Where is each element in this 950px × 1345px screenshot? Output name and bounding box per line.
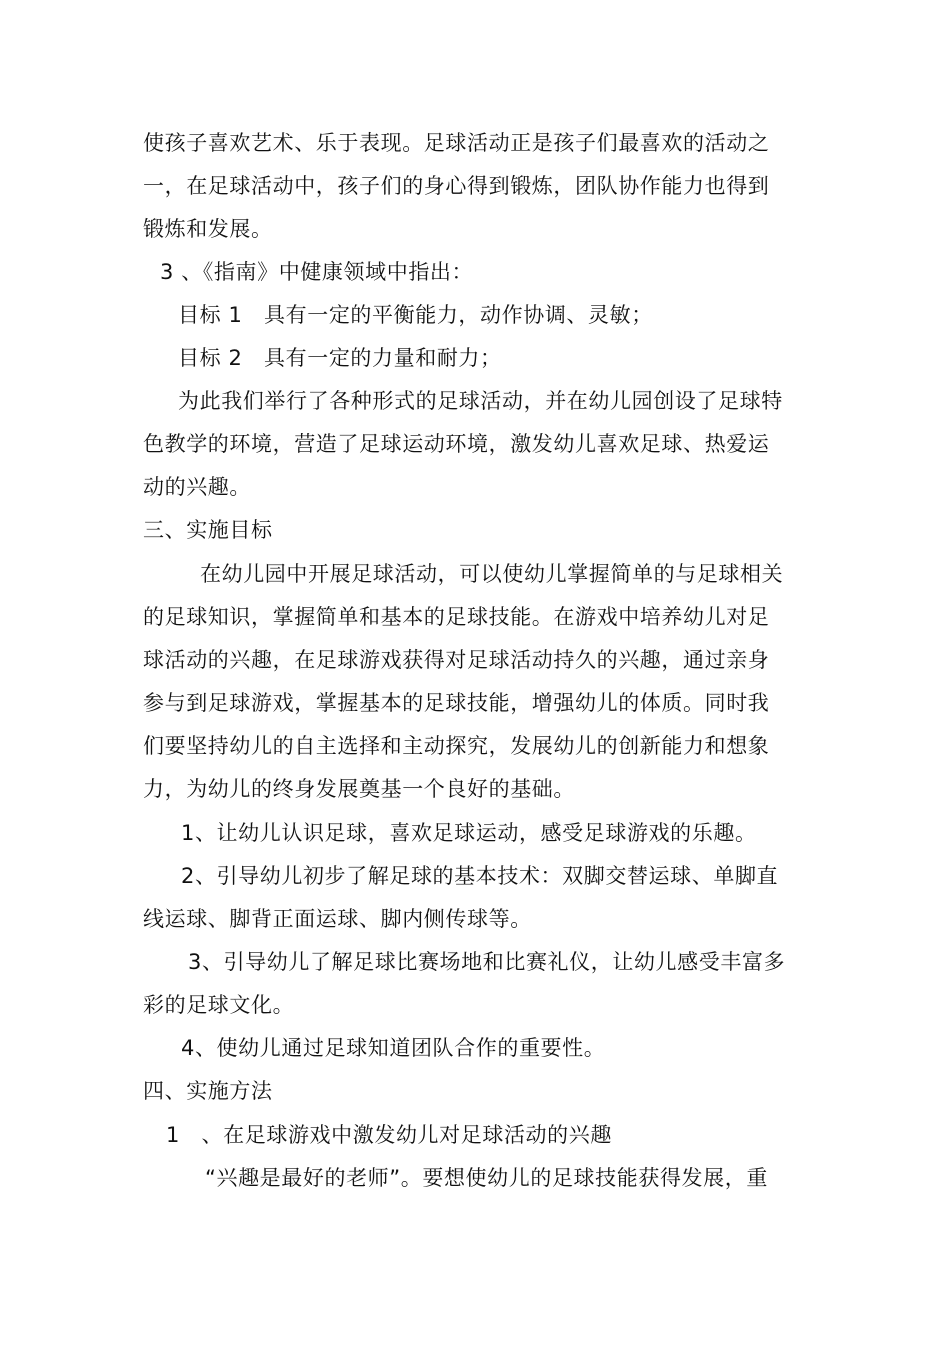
paragraph-line: 为此我们举行了各种形式的足球活动，并在幼儿园创设了足球特 [178,389,783,413]
paragraph-line: 球活动的兴趣，在足球游戏获得对足球活动持久的兴趣，通过亲身 [143,648,770,672]
paragraph-line: 的足球知识，掌握简单和基本的足球技能。在游戏中培养幼儿对足 [143,605,770,629]
section-heading: 三、实施目标 [143,518,273,542]
list-item: 1、让幼儿认识足球，喜欢足球运动，感受足球游戏的乐趣。 [181,821,757,845]
section-heading: 四、实施方法 [143,1079,273,1103]
list-item-continuation: 线运球、脚背正面运球、脚内侧传球等。 [143,907,532,931]
paragraph-line: 力，为幼儿的终身发展奠基一个良好的基础。 [143,777,575,801]
paragraph-line: 们要坚持幼儿的自主选择和主动探究，发展幼儿的创新能力和想象 [143,734,770,758]
paragraph-line: 在幼儿园中开展足球活动，可以使幼儿掌握简单的与足球相关 [200,562,784,586]
list-item-continuation: 彩的足球文化。 [143,993,295,1017]
list-item: 4、使幼儿通过足球知道团队合作的重要性。 [181,1036,606,1060]
list-item: 2、引导幼儿初步了解足球的基本技术：双脚交替运球、单脚直 [181,864,779,888]
paragraph-line: “兴趣是最好的老师”。要想使幼儿的足球技能获得发展，重 [205,1166,768,1190]
paragraph-line: 动的兴趣。 [143,475,251,499]
paragraph-line: 锻炼和发展。 [143,217,273,241]
paragraph-line: 参与到足球游戏，掌握基本的足球技能，增强幼儿的体质。同时我 [143,691,770,715]
goal-line: 目标 2 具有一定的力量和耐力； [178,346,502,370]
paragraph-line: 使孩子喜欢艺术、乐于表现。足球活动正是孩子们最喜欢的活动之 [143,131,770,155]
paragraph-line: 一，在足球活动中，孩子们的身心得到锻炼，团队协作能力也得到 [143,174,770,198]
paragraph-line: 色教学的环境，营造了足球运动环境，激发幼儿喜欢足球、热爱运 [143,432,770,456]
section-subheading: 3 、《指南》中健康领域中指出： [160,260,474,284]
section-subheading: 1 、在足球游戏中激发幼儿对足球活动的兴趣 [166,1123,612,1147]
goal-line: 目标 1 具有一定的平衡能力，动作协调、灵敏； [178,303,653,327]
list-item: 3、引导幼儿了解足球比赛场地和比赛礼仪，让幼儿感受丰富多 [188,950,786,974]
